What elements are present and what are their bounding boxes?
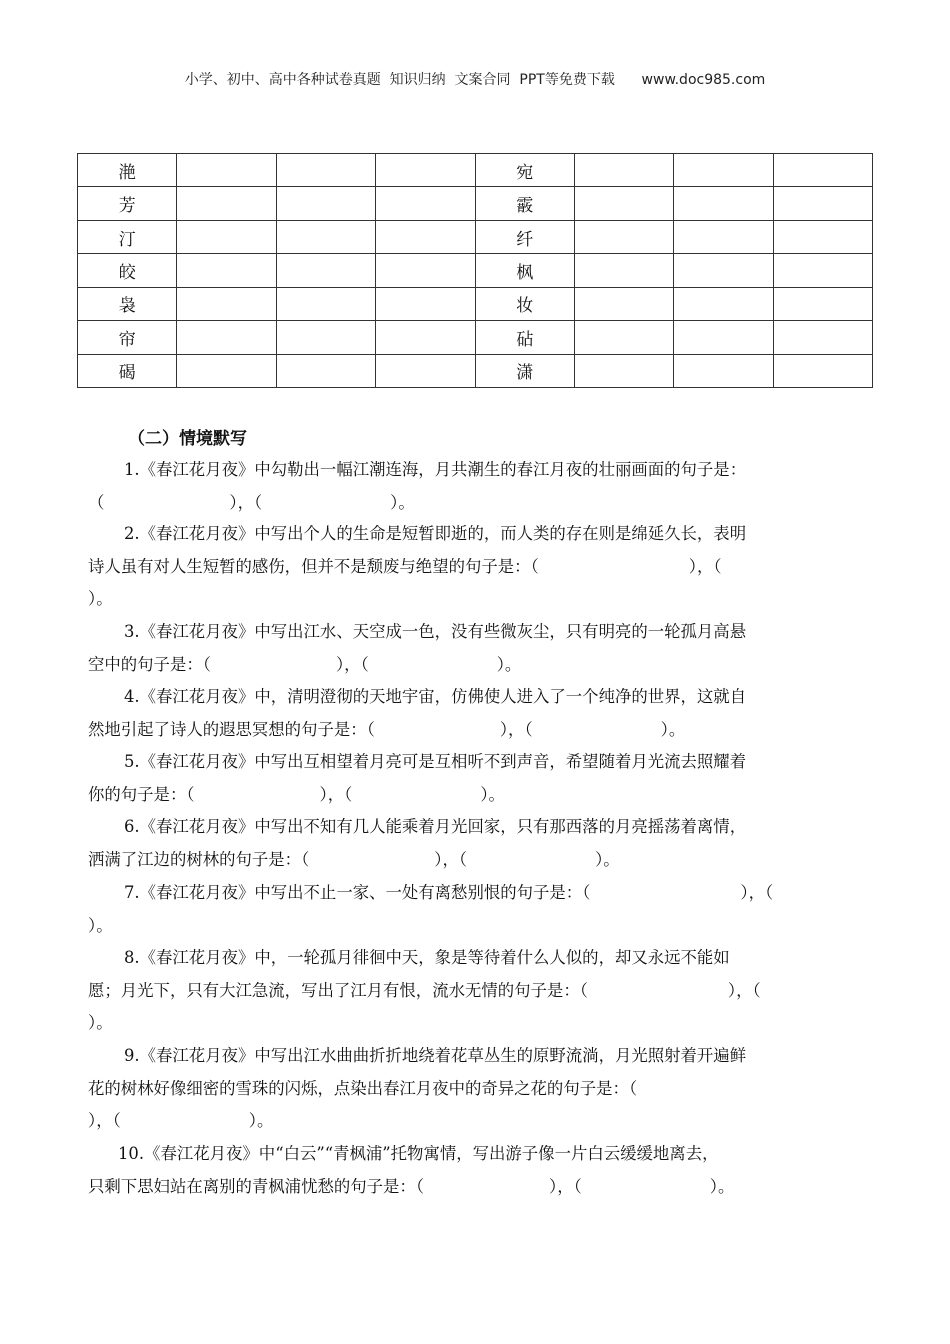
table-answer-cell[interactable]	[177, 321, 276, 354]
table-answer-cell[interactable]	[773, 220, 872, 253]
table-answer-cell[interactable]	[177, 287, 276, 320]
page-header: 小学、初中、高中各种试卷真题 知识归纳 文案合同 PPT等免费下载 www.doc985.com	[184, 72, 766, 88]
table-answer-cell[interactable]	[773, 154, 872, 187]
table-row	[78, 187, 873, 220]
table-answer-cell[interactable]	[773, 287, 872, 320]
bracket-sep: ），（	[499, 719, 533, 739]
table-answer-cell[interactable]	[674, 287, 773, 320]
bracket-sep: ），（	[335, 654, 369, 674]
table-answer-cell[interactable]	[376, 287, 475, 320]
table-answer-cell[interactable]	[376, 354, 475, 387]
table-answer-cell[interactable]	[177, 254, 276, 287]
table-answer-cell[interactable]	[574, 354, 673, 387]
table-char-cell: 枫	[475, 254, 574, 287]
table-row	[78, 354, 873, 387]
table-answer-cell[interactable]	[674, 220, 773, 253]
table-answer-cell[interactable]	[276, 287, 375, 320]
question-7	[88, 877, 863, 942]
table-answer-cell[interactable]	[376, 154, 475, 187]
table-answer-cell[interactable]	[674, 354, 773, 387]
table-answer-cell[interactable]	[674, 321, 773, 354]
question-text: 10.《春江花月夜》中“白云”“青枫浦”托物寓情，写出游子像一片白云缓缓地离去，	[118, 1144, 719, 1163]
table-answer-cell[interactable]	[574, 254, 673, 287]
table-answer-cell[interactable]	[276, 321, 375, 354]
question-text: 只剩下思妇站在离别的青枫浦忧愁的句子是：（	[88, 1176, 425, 1196]
table-answer-cell[interactable]	[674, 254, 773, 287]
question-text: 洒满了江边的树林的句子是：（	[88, 849, 310, 869]
bracket-close: ）。	[709, 1176, 735, 1196]
table-char-cell: 芳	[78, 187, 177, 220]
table-answer-cell[interactable]	[574, 287, 673, 320]
question-4	[88, 681, 863, 746]
table-answer-cell[interactable]	[376, 321, 475, 354]
question-text: 7.《春江花月夜》中写出不止一家、一处有离愁别恨的句子是：（	[124, 883, 591, 902]
table-answer-cell[interactable]	[574, 220, 673, 253]
question-text: 诗人虽有对人生短暂的感伤，但并不是颓废与绝望的句子是：（	[88, 556, 539, 576]
question-text: 6.《春江花月夜》中写出不知有几人能乘着月光回家，只有那西落的月亮摇荡着离情，	[124, 817, 747, 836]
table-row	[78, 220, 873, 253]
question-8	[88, 942, 863, 1040]
table-row	[78, 321, 873, 354]
character-table	[77, 153, 873, 388]
table-row	[78, 154, 873, 187]
bracket-sep: ），（	[727, 980, 761, 1000]
table-answer-cell[interactable]	[276, 187, 375, 220]
bracket-close: ）。	[480, 784, 505, 804]
table-char-cell: 霰	[475, 187, 574, 220]
table-char-cell: 袅	[78, 287, 177, 320]
table-answer-cell[interactable]	[276, 220, 375, 253]
question-text: 愿；月光下，只有大江急流，写出了江月有恨，流水无情的句子是：（	[88, 980, 588, 1000]
table-answer-cell[interactable]	[276, 354, 375, 387]
table-answer-cell[interactable]	[376, 220, 475, 253]
bracket-sep: ），（	[740, 883, 774, 902]
question-text: 9.《春江花月夜》中写出江水曲曲折折地绕着花草丛生的原野流淌，月光照射着开遍鲜	[124, 1046, 747, 1065]
question-text: 8.《春江花月夜》中，一轮孤月徘徊中天，象是等待着什么人似的，却又永远不能如	[124, 948, 730, 967]
table-char-cell: 汀	[78, 220, 177, 253]
question-text: 然地引起了诗人的遐思冥想的句子是：（	[88, 719, 375, 739]
bracket-close: ）。	[496, 654, 522, 674]
table-answer-cell[interactable]	[773, 321, 872, 354]
table-char-cell: 纤	[475, 220, 574, 253]
bracket-sep: ），（	[319, 784, 353, 804]
question-1	[88, 454, 863, 519]
bracket-close: ）。	[88, 589, 113, 608]
question-text: 你的句子是：（	[88, 784, 195, 804]
table-answer-cell[interactable]	[574, 154, 673, 187]
table-answer-cell[interactable]	[177, 354, 276, 387]
bracket-sep: ），（	[688, 556, 722, 576]
question-3	[88, 616, 863, 681]
question-text: 空中的句子是：（	[88, 654, 211, 674]
table-char-cell: 帘	[78, 321, 177, 354]
table-char-cell: 碣	[78, 354, 177, 387]
question-text: 3.《春江花月夜》中写出江水、天空成一色，没有些微灰尘，只有明亮的一轮孤月高悬	[124, 622, 747, 641]
bracket-close: ）。	[595, 849, 620, 869]
table-answer-cell[interactable]	[276, 254, 375, 287]
table-answer-cell[interactable]	[376, 187, 475, 220]
question-6	[88, 811, 863, 876]
table-answer-cell[interactable]	[674, 154, 773, 187]
table-answer-cell[interactable]	[773, 354, 872, 387]
bracket-close: ）。	[88, 915, 113, 935]
question-text: 花的树林好像细密的雪珠的闪烁，点染出春江月夜中的奇异之花的句子是：（	[88, 1078, 638, 1098]
table-row	[78, 287, 873, 320]
table-char-cell: 皎	[78, 254, 177, 287]
question-text: 5.《春江花月夜》中写出互相望着月亮可是互相听不到声音，希望随着月光流去照耀着	[124, 752, 747, 771]
bracket-sep: ），（	[549, 1176, 582, 1196]
bracket-close: ）。	[660, 719, 686, 739]
table-char-cell: 砧	[475, 321, 574, 354]
table-answer-cell[interactable]	[674, 187, 773, 220]
table-row	[78, 254, 873, 287]
table-char-cell: 宛	[475, 154, 574, 187]
table-answer-cell[interactable]	[773, 187, 872, 220]
table-answer-cell[interactable]	[177, 187, 276, 220]
question-9	[88, 1040, 863, 1138]
bracket-close: ）。	[88, 1013, 113, 1032]
table-answer-cell[interactable]	[177, 154, 276, 187]
table-answer-cell[interactable]	[574, 187, 673, 220]
bracket-sep: ），（	[229, 492, 263, 512]
question-2	[88, 518, 863, 616]
table-char-cell: 妆	[475, 287, 574, 320]
section-title: （二）情境默写	[128, 429, 247, 449]
question-5	[88, 746, 863, 811]
table-answer-cell[interactable]	[276, 154, 375, 187]
question-10	[88, 1138, 863, 1203]
bracket-sep: ），（	[88, 1111, 121, 1130]
bracket-close: ）。	[390, 492, 415, 512]
table-char-cell: 潇	[475, 354, 574, 387]
question-text: 1.《春江花月夜》中勾勒出一幅江潮连海，月共潮生的春江月夜的壮丽画面的句子是：	[124, 460, 747, 479]
table-answer-cell[interactable]	[773, 254, 872, 287]
table-answer-cell[interactable]	[574, 321, 673, 354]
question-text: 4.《春江花月夜》中，清明澄彻的天地宇宙，仿佛使人进入了一个纯净的世界，这就自	[124, 687, 747, 706]
table-answer-cell[interactable]	[177, 220, 276, 253]
bracket-sep: ），（	[434, 849, 468, 869]
table-answer-cell[interactable]	[376, 254, 475, 287]
question-text: 2.《春江花月夜》中写出个人的生命是短暂即逝的，而人类的存在则是绵延久长，表明	[124, 524, 747, 543]
bracket-open: （	[88, 492, 105, 512]
table-char-cell: 滟	[78, 154, 177, 187]
bracket-close: ）。	[248, 1111, 274, 1130]
